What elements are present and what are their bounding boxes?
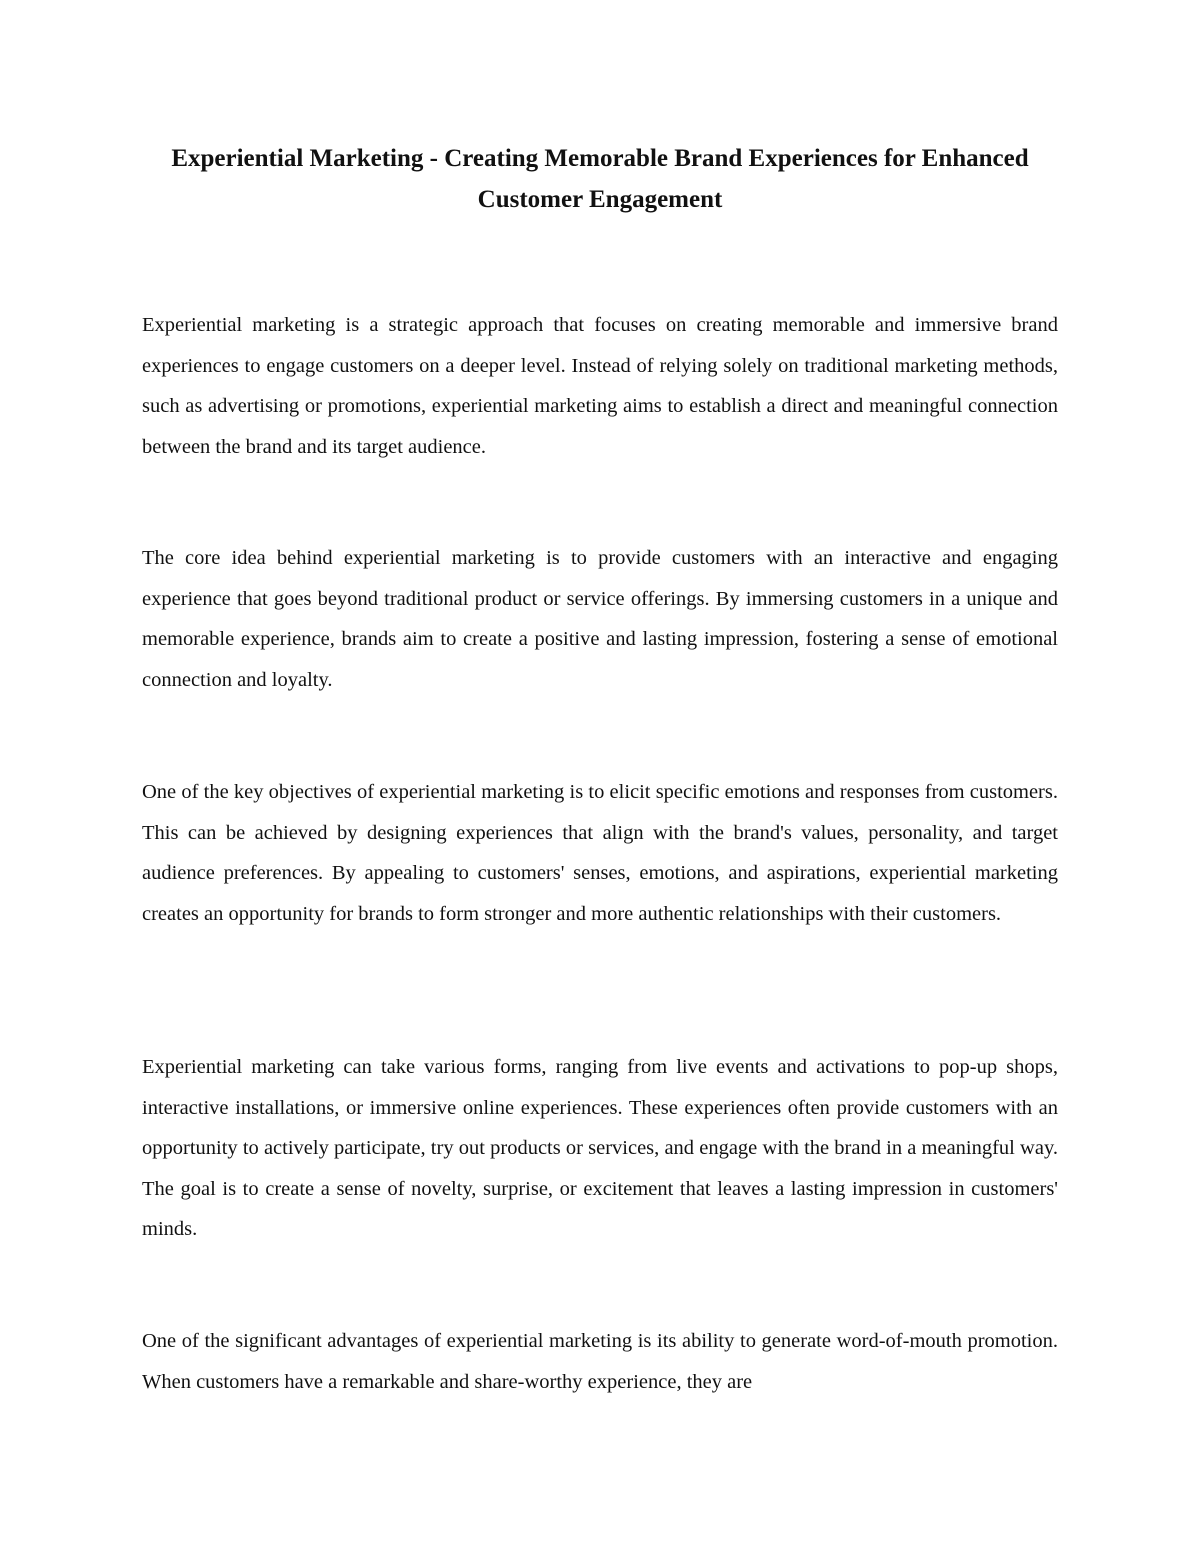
paragraph-4: Experiential marketing can take various forms, ranging from live events and activations to pop-up shops, interactive installations, or immersive online experiences. These experiences often provide customers with an opportunity to actively participate, try out products or services, and engage with the brand in a meaningful way. The goal is to create a sense of novelty, surprise, or excitement that leaves a lasting impression in customers' minds. [142, 1056, 1058, 1240]
paragraph-3: One of the key objectives of experiential marketing is to elicit specific emotions and responses from customers. This can be achieved by designing experiences that align with the brand's values, personality, and target audience preferences. By appealing to customers' senses, emotions, and aspirations, experiential marketing creates an opportunity for brands to form stronger and more authentic relationships with their customers. [142, 781, 1058, 925]
document-title: Experiential Marketing - Creating Memorable Brand Experiences for Enhanced Customer Engagement [171, 145, 1029, 213]
paragraph-2: The core idea behind experiential marketing is to provide customers with an interactive and engaging experience that goes beyond traditional product or service offerings. By immersing customers in a unique and memorable experience, brands aim to create a positive and lasting impression, fostering a sense of emotional connection and loyalty. [142, 547, 1058, 691]
paragraph-1: Experiential marketing is a strategic approach that focuses on creating memorable and immersive brand experiences to engage customers on a deeper level. Instead of relying solely on traditional marketing methods, such as advertising or promotions, experiential marketing aims to establish a direct and meaningful connection between the brand and its target audience. [142, 314, 1058, 458]
paragraph-5: One of the significant advantages of experiential marketing is its ability to generate word-of-mouth promotion. When customers have a remarkable and share-worthy experience, they are [142, 1330, 1058, 1393]
